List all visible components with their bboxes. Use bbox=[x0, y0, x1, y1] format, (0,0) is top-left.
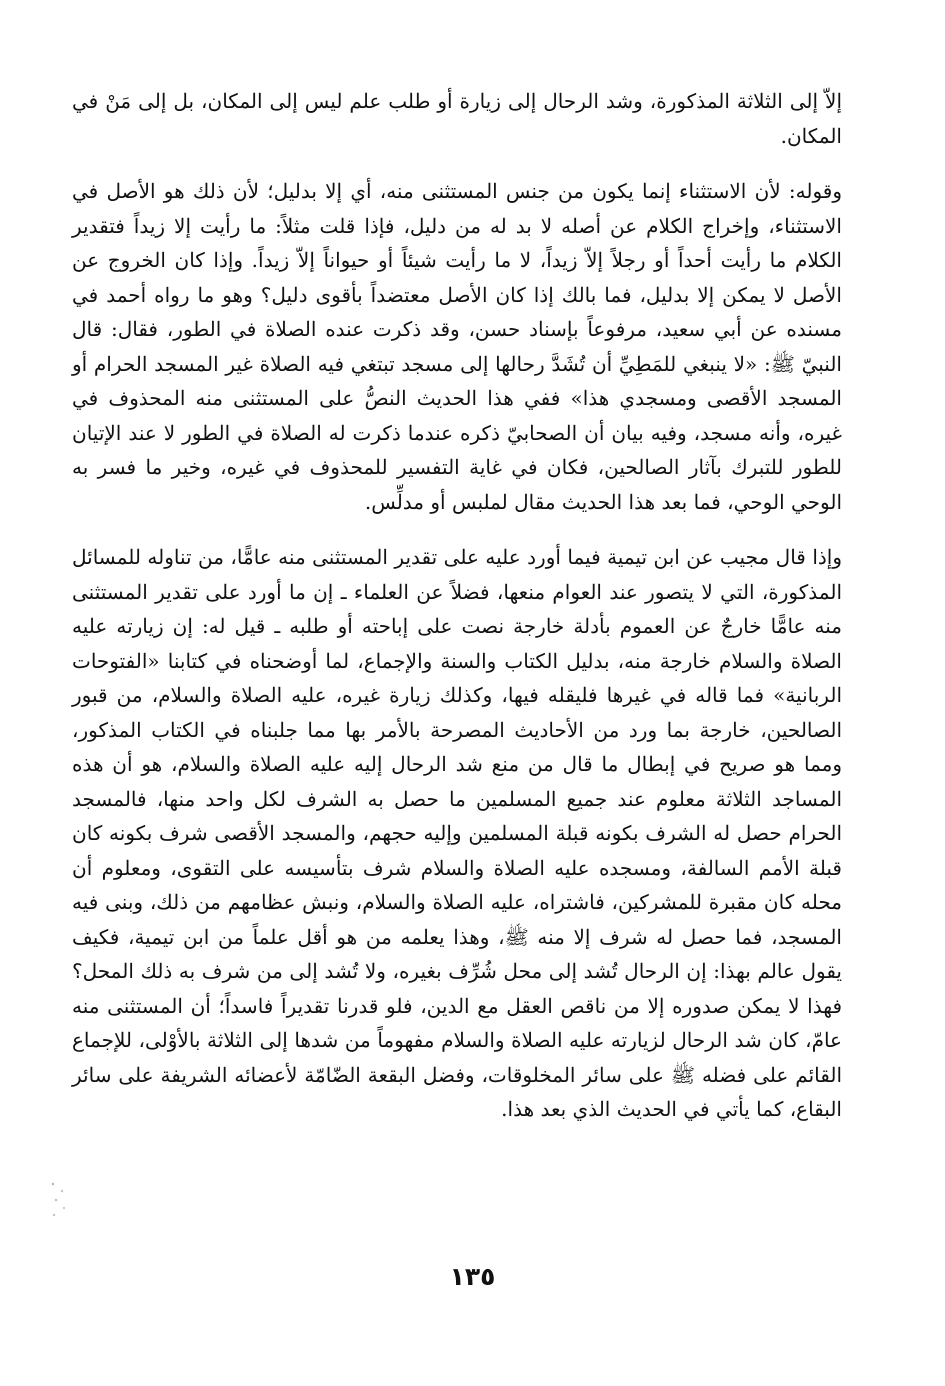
paragraph-reply-to-ibn-taymiyya: وإذا قال مجيب عن ابن تيمية فيما أورد عليه على تقدير المستثنى منه عامًّا، من تناوله للمسائل المذكورة، التي لا يتصور عند العوام منعها، فضلاً عن العلماء ـ إن ما أورد على تقدير المستثنى منه عامًّا خارجٌ عن العموم بأدلة خارجة نصت على إباحته أو طلبه ـ قيل له: إن زيارته عليه الصلاة والسلام خارجة منه، بدليل الكتاب والسنة والإجماع، لما أوضحناه في كتابنا «الفتوحات الربانية» فما قاله في غيرها فليقله فيها، وكذلك زيارة غيره، عليه الصلاة والسلام، من قبور الصالحين، خارجة بما ورد من الأحاديث المصرحة بالأمر بها مما جلبناه في الكتاب المذكور، ومما هو صريح في إبطال ما قال من منع شد الرحال إليه عليه الصلاة والسلام، هو أن هذه المساجد الثلاثة معلوم عند جميع المسلمين ما حصل به الشرف لكل واحد منها، فالمسجد الحرام حصل له الشرف بكونه قبلة المسلمين وإليه حجهم، والمسجد الأقصى شرف بكونه كان قبلة الأمم السالفة، ومسجده عليه الصلاة والسلام شرف بتأسيسه على التقوى، ومعلوم أن محله كان مقبرة للمشركين، فاشتراه، عليه الصلاة والسلام، ونبش عظامهم من ذلك، وبنى فيه المسجد، فما حصل له شرف إلا منه ﷺ، وهذا يعلمه من هو أقل علماً من ابن تيمية، فكيف يقول عالم بهذا: إن الرحال تُشد إلى محل شُرِّف بغيره، ولا تُشد إلى من شرف به ذلك المحل؟ فهذا لا يمكن صدوره إلا من ناقص العقل مع الدين، فلو قدرنا تقديراً فاسداً؛ أن المستثنى منه عامّ، كان شد الرحال لزيارته عليه الصلاة والسلام مفهوماً من شدها إلى الثلاثة بالأوْلى، للإجماع القائم على فضله ﷺ على سائر المخلوقات، وفضل البقعة الضّامّة لأعضائه الشريفة على سائر البقاع، كما يأتي في الحديث الذي بعد هذا. bbox=[72, 545, 842, 1121]
page-number: ١٣٥ bbox=[449, 1262, 496, 1291]
paragraph-exception-rule: وقوله: لأن الاستثناء إنما يكون من جنس المستثنى منه، أي إلا بدليل؛ لأن ذلك هو الأصل في الاستثناء، وإخراج الكلام عن أصله لا بد له من دليل، فإذا قلت مثلاً: ما رأيت إلا زيداً فتقدير الكلام ما رأيت أحداً أو رجلاً إلاّ زيداً، لا ما رأيت شيئاً أو حيواناً إلاّ زيداً. وإذا كان الخروج عن الأصل لا يمكن إلا بدليل، فما بالك إذا كان الأصل معتضداً بأقوى دليل؟ وهو ما رواه أحمد في مسنده عن أبي سعيد، مرفوعاً بإسناد حسن، وقد ذكرت عنده الصلاة في الطور، فقال: قال النبيّ ﷺ: «لا ينبغي للمَطِيِّ أن تُشَدَّ رحالها إلى مسجد تبتغي فيه الصلاة غير المسجد الحرام أو المسجد الأقصى ومسجدي هذا» ففي هذا الحديث النصُّ على المستثنى منه المحذوف في غيره، وأنه مسجد، وفيه بيان أن الصحابيّ ذكره عندما ذكرت له الصلاة في الطور لا عند الإتيان للطور للتبرك بآثار الصالحين، فكان في غاية التفسير للمحذوف في غيره، وخير ما فسر به الوحي الوحي، فما بعد هذا الحديث مقال لملبس أو مدلِّس. bbox=[72, 179, 842, 514]
scan-speckle-decoration bbox=[50, 1180, 68, 1220]
body-text bbox=[72, 84, 842, 1127]
paragraph-continuation: إلاّ إلى الثلاثة المذكورة، وشد الرحال إلى زيارة أو طلب علم ليس إلى المكان، بل إلى مَنْ في المكان. bbox=[72, 89, 843, 148]
